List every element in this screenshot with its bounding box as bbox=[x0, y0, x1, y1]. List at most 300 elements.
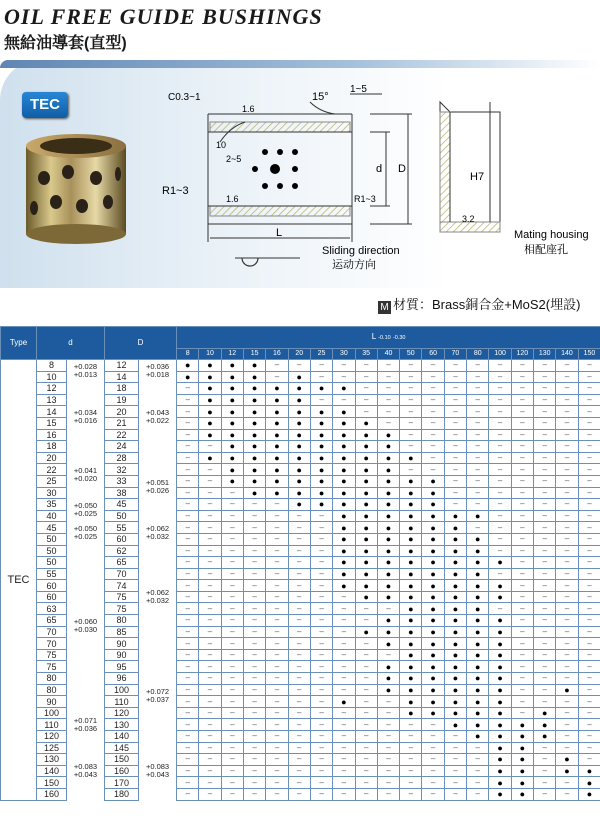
unavailable-mark: – bbox=[578, 394, 600, 406]
D-value: 74 bbox=[105, 580, 139, 592]
unavailable-mark: – bbox=[489, 452, 511, 464]
unavailable-mark: – bbox=[489, 603, 511, 615]
unavailable-mark: – bbox=[467, 777, 489, 789]
available-mark: ● bbox=[243, 417, 265, 429]
unavailable-mark: – bbox=[556, 580, 578, 592]
unavailable-mark: – bbox=[243, 754, 265, 766]
unavailable-mark: – bbox=[534, 557, 556, 569]
unavailable-mark: – bbox=[400, 383, 422, 395]
unavailable-mark: – bbox=[221, 684, 243, 696]
available-mark: ● bbox=[377, 557, 399, 569]
available-mark: ● bbox=[444, 615, 466, 627]
unavailable-mark: – bbox=[511, 580, 533, 592]
unavailable-mark: – bbox=[489, 510, 511, 522]
length-header-50: 50 bbox=[400, 349, 422, 360]
available-mark: ● bbox=[400, 696, 422, 708]
available-mark: ● bbox=[266, 464, 288, 476]
available-mark: ● bbox=[467, 580, 489, 592]
unavailable-mark: – bbox=[221, 731, 243, 743]
unavailable-mark: – bbox=[333, 394, 355, 406]
unavailable-mark: – bbox=[556, 603, 578, 615]
unavailable-mark: – bbox=[333, 754, 355, 766]
table-row bbox=[1, 545, 600, 557]
unavailable-mark: – bbox=[310, 719, 332, 731]
unavailable-mark: – bbox=[556, 707, 578, 719]
unavailable-mark: – bbox=[288, 731, 310, 743]
unavailable-mark: – bbox=[199, 661, 221, 673]
header-L-tol-plus: -0.10 bbox=[378, 335, 391, 341]
available-mark: ● bbox=[333, 383, 355, 395]
unavailable-mark: – bbox=[511, 568, 533, 580]
unavailable-mark: – bbox=[511, 383, 533, 395]
unavailable-mark: – bbox=[221, 510, 243, 522]
unavailable-mark: – bbox=[534, 429, 556, 441]
unavailable-mark: – bbox=[355, 638, 377, 650]
available-mark: ● bbox=[467, 591, 489, 603]
available-mark: ● bbox=[422, 533, 444, 545]
unavailable-mark: – bbox=[177, 707, 199, 719]
header-d: d bbox=[37, 327, 105, 360]
available-mark: ● bbox=[377, 452, 399, 464]
unavailable-mark: – bbox=[199, 510, 221, 522]
unavailable-mark: – bbox=[377, 603, 399, 615]
unavailable-mark: – bbox=[534, 661, 556, 673]
available-mark: ● bbox=[534, 719, 556, 731]
unavailable-mark: – bbox=[266, 545, 288, 557]
available-mark: ● bbox=[221, 406, 243, 418]
unavailable-mark: – bbox=[310, 591, 332, 603]
unavailable-mark: – bbox=[310, 661, 332, 673]
unavailable-mark: – bbox=[243, 719, 265, 731]
unavailable-mark: – bbox=[266, 649, 288, 661]
header-L bbox=[177, 327, 600, 349]
unavailable-mark: – bbox=[400, 371, 422, 383]
unavailable-mark: – bbox=[221, 788, 243, 800]
unavailable-mark: – bbox=[422, 777, 444, 789]
unavailable-mark: – bbox=[355, 719, 377, 731]
unavailable-mark: – bbox=[333, 777, 355, 789]
unavailable-mark: – bbox=[534, 510, 556, 522]
available-mark: ● bbox=[355, 533, 377, 545]
available-mark: ● bbox=[467, 673, 489, 685]
unavailable-mark: – bbox=[556, 360, 578, 372]
d-value: 63 bbox=[37, 603, 67, 615]
unavailable-mark: – bbox=[534, 580, 556, 592]
unavailable-mark: – bbox=[534, 649, 556, 661]
unavailable-mark: – bbox=[266, 615, 288, 627]
unavailable-mark: – bbox=[534, 533, 556, 545]
unavailable-mark: – bbox=[333, 661, 355, 673]
unavailable-mark: – bbox=[556, 615, 578, 627]
unavailable-mark: – bbox=[266, 580, 288, 592]
unavailable-mark: – bbox=[578, 522, 600, 534]
unavailable-mark: – bbox=[467, 742, 489, 754]
unavailable-mark: – bbox=[511, 499, 533, 511]
d-value: 40 bbox=[37, 510, 67, 522]
available-mark: ● bbox=[400, 626, 422, 638]
available-mark: ● bbox=[489, 719, 511, 731]
unavailable-mark: – bbox=[422, 731, 444, 743]
available-mark: ● bbox=[444, 696, 466, 708]
unavailable-mark: – bbox=[578, 417, 600, 429]
unavailable-mark: – bbox=[556, 406, 578, 418]
available-mark: ● bbox=[333, 580, 355, 592]
available-mark: ● bbox=[377, 545, 399, 557]
available-mark: ● bbox=[467, 661, 489, 673]
unavailable-mark: – bbox=[243, 545, 265, 557]
unavailable-mark: – bbox=[422, 742, 444, 754]
available-mark: ● bbox=[333, 568, 355, 580]
available-mark: ● bbox=[355, 452, 377, 464]
unavailable-mark: – bbox=[578, 499, 600, 511]
unavailable-mark: – bbox=[266, 533, 288, 545]
unavailable-mark: – bbox=[534, 603, 556, 615]
unavailable-mark: – bbox=[511, 638, 533, 650]
material-label: 材質：Brass銅合金+MoS2(埋設) bbox=[393, 297, 581, 312]
unavailable-mark: – bbox=[199, 475, 221, 487]
unavailable-mark: – bbox=[221, 696, 243, 708]
unavailable-mark: – bbox=[467, 487, 489, 499]
available-mark: ● bbox=[467, 707, 489, 719]
unavailable-mark: – bbox=[444, 441, 466, 453]
d-value: 50 bbox=[37, 533, 67, 545]
unavailable-mark: – bbox=[243, 777, 265, 789]
available-mark: ● bbox=[355, 510, 377, 522]
unavailable-mark: – bbox=[444, 754, 466, 766]
unavailable-mark: – bbox=[355, 394, 377, 406]
available-mark: ● bbox=[377, 626, 399, 638]
length-header-15: 15 bbox=[243, 349, 265, 360]
available-mark: ● bbox=[377, 499, 399, 511]
D-value: 12 bbox=[105, 360, 139, 372]
type-badge: TEC bbox=[22, 92, 68, 118]
unavailable-mark: – bbox=[489, 464, 511, 476]
unavailable-mark: – bbox=[467, 765, 489, 777]
unavailable-mark: – bbox=[333, 591, 355, 603]
unavailable-mark: – bbox=[511, 429, 533, 441]
unavailable-mark: – bbox=[288, 533, 310, 545]
unavailable-mark: – bbox=[578, 649, 600, 661]
d-value: 30 bbox=[37, 487, 67, 499]
d-value: 50 bbox=[37, 545, 67, 557]
unavailable-mark: – bbox=[422, 429, 444, 441]
unavailable-mark: – bbox=[489, 568, 511, 580]
unavailable-mark: – bbox=[288, 638, 310, 650]
available-mark: ● bbox=[355, 557, 377, 569]
unavailable-mark: – bbox=[400, 765, 422, 777]
unavailable-mark: – bbox=[288, 626, 310, 638]
table-row bbox=[1, 499, 600, 511]
available-mark: ● bbox=[333, 487, 355, 499]
unavailable-mark: – bbox=[310, 765, 332, 777]
available-mark: ● bbox=[355, 568, 377, 580]
available-mark: ● bbox=[333, 696, 355, 708]
unavailable-mark: – bbox=[534, 371, 556, 383]
unavailable-mark: – bbox=[511, 533, 533, 545]
available-mark: ● bbox=[288, 499, 310, 511]
unavailable-mark: – bbox=[177, 557, 199, 569]
unavailable-mark: – bbox=[221, 719, 243, 731]
length-header-70: 70 bbox=[444, 349, 466, 360]
D-value: 90 bbox=[105, 649, 139, 661]
d-value: 70 bbox=[37, 638, 67, 650]
unavailable-mark: – bbox=[199, 568, 221, 580]
unavailable-mark: – bbox=[400, 441, 422, 453]
available-mark: ● bbox=[400, 673, 422, 685]
length-header-150: 150 bbox=[578, 349, 600, 360]
unavailable-mark: – bbox=[578, 487, 600, 499]
unavailable-mark: – bbox=[266, 696, 288, 708]
D-value: 120 bbox=[105, 707, 139, 719]
unavailable-mark: – bbox=[534, 394, 556, 406]
available-mark: ● bbox=[400, 475, 422, 487]
D-value: 100 bbox=[105, 684, 139, 696]
available-mark: ● bbox=[377, 568, 399, 580]
unavailable-mark: – bbox=[199, 673, 221, 685]
unavailable-mark: – bbox=[355, 765, 377, 777]
unavailable-mark: – bbox=[355, 615, 377, 627]
unavailable-mark: – bbox=[243, 742, 265, 754]
unavailable-mark: – bbox=[310, 788, 332, 800]
unavailable-mark: – bbox=[177, 696, 199, 708]
available-mark: ● bbox=[288, 464, 310, 476]
available-mark: ● bbox=[333, 557, 355, 569]
length-header-8: 8 bbox=[177, 349, 199, 360]
unavailable-mark: – bbox=[578, 360, 600, 372]
unavailable-mark: – bbox=[377, 649, 399, 661]
unavailable-mark: – bbox=[310, 545, 332, 557]
angle-label: 15° bbox=[312, 91, 329, 103]
length-header-20: 20 bbox=[288, 349, 310, 360]
d-value: 130 bbox=[37, 754, 67, 766]
available-mark: ● bbox=[489, 591, 511, 603]
unavailable-mark: – bbox=[400, 731, 422, 743]
unavailable-mark: – bbox=[511, 615, 533, 627]
unavailable-mark: – bbox=[534, 360, 556, 372]
h7-label: H7 bbox=[470, 171, 485, 183]
unavailable-mark: – bbox=[177, 533, 199, 545]
unavailable-mark: – bbox=[422, 754, 444, 766]
unavailable-mark: – bbox=[177, 441, 199, 453]
available-mark: ● bbox=[355, 441, 377, 453]
unavailable-mark: – bbox=[489, 545, 511, 557]
available-mark: ● bbox=[422, 626, 444, 638]
d-value: 14 bbox=[37, 406, 67, 418]
unavailable-mark: – bbox=[511, 464, 533, 476]
available-mark: ● bbox=[288, 475, 310, 487]
d-tolerance: +0.050 +0.025 bbox=[67, 499, 105, 522]
available-mark: ● bbox=[221, 464, 243, 476]
unavailable-mark: – bbox=[199, 696, 221, 708]
d-value: 60 bbox=[37, 591, 67, 603]
unavailable-mark: – bbox=[489, 475, 511, 487]
unavailable-mark: – bbox=[556, 429, 578, 441]
unavailable-mark: – bbox=[511, 452, 533, 464]
D-value: 19 bbox=[105, 394, 139, 406]
table-row bbox=[1, 452, 600, 464]
unavailable-mark: – bbox=[266, 568, 288, 580]
unavailable-mark: – bbox=[578, 568, 600, 580]
D-value: 24 bbox=[105, 441, 139, 453]
unavailable-mark: – bbox=[310, 603, 332, 615]
unavailable-mark: – bbox=[221, 533, 243, 545]
available-mark: ● bbox=[422, 568, 444, 580]
unavailable-mark: – bbox=[556, 649, 578, 661]
available-mark: ● bbox=[400, 684, 422, 696]
available-mark: ● bbox=[243, 464, 265, 476]
available-mark: ● bbox=[355, 580, 377, 592]
unavailable-mark: – bbox=[288, 742, 310, 754]
unavailable-mark: – bbox=[266, 707, 288, 719]
table-row bbox=[1, 383, 600, 395]
unavailable-mark: – bbox=[556, 557, 578, 569]
available-mark: ● bbox=[333, 429, 355, 441]
unavailable-mark: – bbox=[377, 777, 399, 789]
D-tolerance: +0.036 +0.018 bbox=[139, 360, 177, 383]
unavailable-mark: – bbox=[221, 545, 243, 557]
available-mark: ● bbox=[444, 661, 466, 673]
D-tolerance: +0.062 +0.032 bbox=[139, 545, 177, 649]
unavailable-mark: – bbox=[556, 475, 578, 487]
unavailable-mark: – bbox=[444, 452, 466, 464]
available-mark: ● bbox=[355, 464, 377, 476]
available-mark: ● bbox=[400, 545, 422, 557]
available-mark: ● bbox=[444, 557, 466, 569]
d-value: 120 bbox=[37, 731, 67, 743]
d-tolerance: +0.028 +0.013 bbox=[67, 360, 105, 383]
available-mark: ● bbox=[444, 719, 466, 731]
available-mark: ● bbox=[377, 615, 399, 627]
D-value: 180 bbox=[105, 788, 139, 800]
bushing-photo bbox=[20, 128, 132, 246]
d-value: 160 bbox=[37, 788, 67, 800]
unavailable-mark: – bbox=[444, 475, 466, 487]
available-mark: ● bbox=[288, 429, 310, 441]
d-value: 55 bbox=[37, 568, 67, 580]
unavailable-mark: – bbox=[221, 603, 243, 615]
unavailable-mark: – bbox=[177, 742, 199, 754]
available-mark: ● bbox=[177, 360, 199, 372]
D-tolerance: +0.083 +0.043 bbox=[139, 742, 177, 800]
unavailable-mark: – bbox=[578, 464, 600, 476]
unavailable-mark: – bbox=[221, 754, 243, 766]
available-mark: ● bbox=[534, 707, 556, 719]
d-value: 18 bbox=[37, 441, 67, 453]
unavailable-mark: – bbox=[199, 499, 221, 511]
available-mark: ● bbox=[422, 638, 444, 650]
unavailable-mark: – bbox=[243, 765, 265, 777]
available-mark: ● bbox=[400, 452, 422, 464]
unavailable-mark: – bbox=[400, 417, 422, 429]
unavailable-mark: – bbox=[556, 533, 578, 545]
unavailable-mark: – bbox=[310, 371, 332, 383]
unavailable-mark: – bbox=[355, 707, 377, 719]
available-mark: ● bbox=[400, 522, 422, 534]
unavailable-mark: – bbox=[266, 371, 288, 383]
length-header-120: 120 bbox=[511, 349, 533, 360]
D-value: 45 bbox=[105, 499, 139, 511]
unavailable-mark: – bbox=[422, 371, 444, 383]
D-value: 65 bbox=[105, 557, 139, 569]
available-mark: ● bbox=[511, 731, 533, 743]
unavailable-mark: – bbox=[288, 545, 310, 557]
available-mark: ● bbox=[355, 417, 377, 429]
unavailable-mark: – bbox=[199, 487, 221, 499]
unavailable-mark: – bbox=[489, 522, 511, 534]
unavailable-mark: – bbox=[534, 464, 556, 476]
unavailable-mark: – bbox=[444, 360, 466, 372]
unavailable-mark: – bbox=[578, 429, 600, 441]
unavailable-mark: – bbox=[243, 568, 265, 580]
unavailable-mark: – bbox=[534, 765, 556, 777]
unavailable-mark: – bbox=[221, 638, 243, 650]
D-value: 150 bbox=[105, 754, 139, 766]
available-mark: ● bbox=[266, 475, 288, 487]
unavailable-mark: – bbox=[310, 522, 332, 534]
unavailable-mark: – bbox=[199, 788, 221, 800]
unavailable-mark: – bbox=[199, 684, 221, 696]
unavailable-mark: – bbox=[177, 684, 199, 696]
unavailable-mark: – bbox=[221, 765, 243, 777]
D-value: 60 bbox=[105, 533, 139, 545]
unavailable-mark: – bbox=[243, 603, 265, 615]
unavailable-mark: – bbox=[199, 765, 221, 777]
unavailable-mark: – bbox=[400, 788, 422, 800]
unavailable-mark: – bbox=[266, 731, 288, 743]
available-mark: ● bbox=[221, 394, 243, 406]
unavailable-mark: – bbox=[199, 707, 221, 719]
unavailable-mark: – bbox=[266, 510, 288, 522]
available-mark: ● bbox=[310, 406, 332, 418]
unavailable-mark: – bbox=[288, 765, 310, 777]
available-mark: ● bbox=[422, 684, 444, 696]
unavailable-mark: – bbox=[444, 499, 466, 511]
D-value: 55 bbox=[105, 522, 139, 534]
unavailable-mark: – bbox=[177, 719, 199, 731]
available-mark: ● bbox=[355, 429, 377, 441]
unavailable-mark: – bbox=[534, 545, 556, 557]
available-mark: ● bbox=[489, 788, 511, 800]
unavailable-mark: – bbox=[534, 568, 556, 580]
D-tolerance: +0.062 +0.032 bbox=[139, 522, 177, 545]
d-value: 80 bbox=[37, 673, 67, 685]
available-mark: ● bbox=[444, 533, 466, 545]
unavailable-mark: – bbox=[444, 406, 466, 418]
D-value: 145 bbox=[105, 742, 139, 754]
unavailable-mark: – bbox=[221, 777, 243, 789]
unavailable-mark: – bbox=[310, 580, 332, 592]
unavailable-mark: – bbox=[556, 487, 578, 499]
unavailable-mark: – bbox=[467, 754, 489, 766]
d-tolerance: +0.083 +0.043 bbox=[67, 742, 105, 800]
available-mark: ● bbox=[444, 522, 466, 534]
available-mark: ● bbox=[444, 626, 466, 638]
unavailable-mark: – bbox=[288, 707, 310, 719]
unavailable-mark: – bbox=[489, 499, 511, 511]
d-value: 100 bbox=[37, 707, 67, 719]
unavailable-mark: – bbox=[556, 568, 578, 580]
unavailable-mark: – bbox=[578, 371, 600, 383]
unavailable-mark: – bbox=[556, 591, 578, 603]
unavailable-mark: – bbox=[511, 591, 533, 603]
available-mark: ● bbox=[310, 441, 332, 453]
unavailable-mark: – bbox=[578, 626, 600, 638]
available-mark: ● bbox=[199, 429, 221, 441]
unavailable-mark: – bbox=[511, 510, 533, 522]
available-mark: ● bbox=[266, 383, 288, 395]
unavailable-mark: – bbox=[511, 545, 533, 557]
unavailable-mark: – bbox=[199, 522, 221, 534]
